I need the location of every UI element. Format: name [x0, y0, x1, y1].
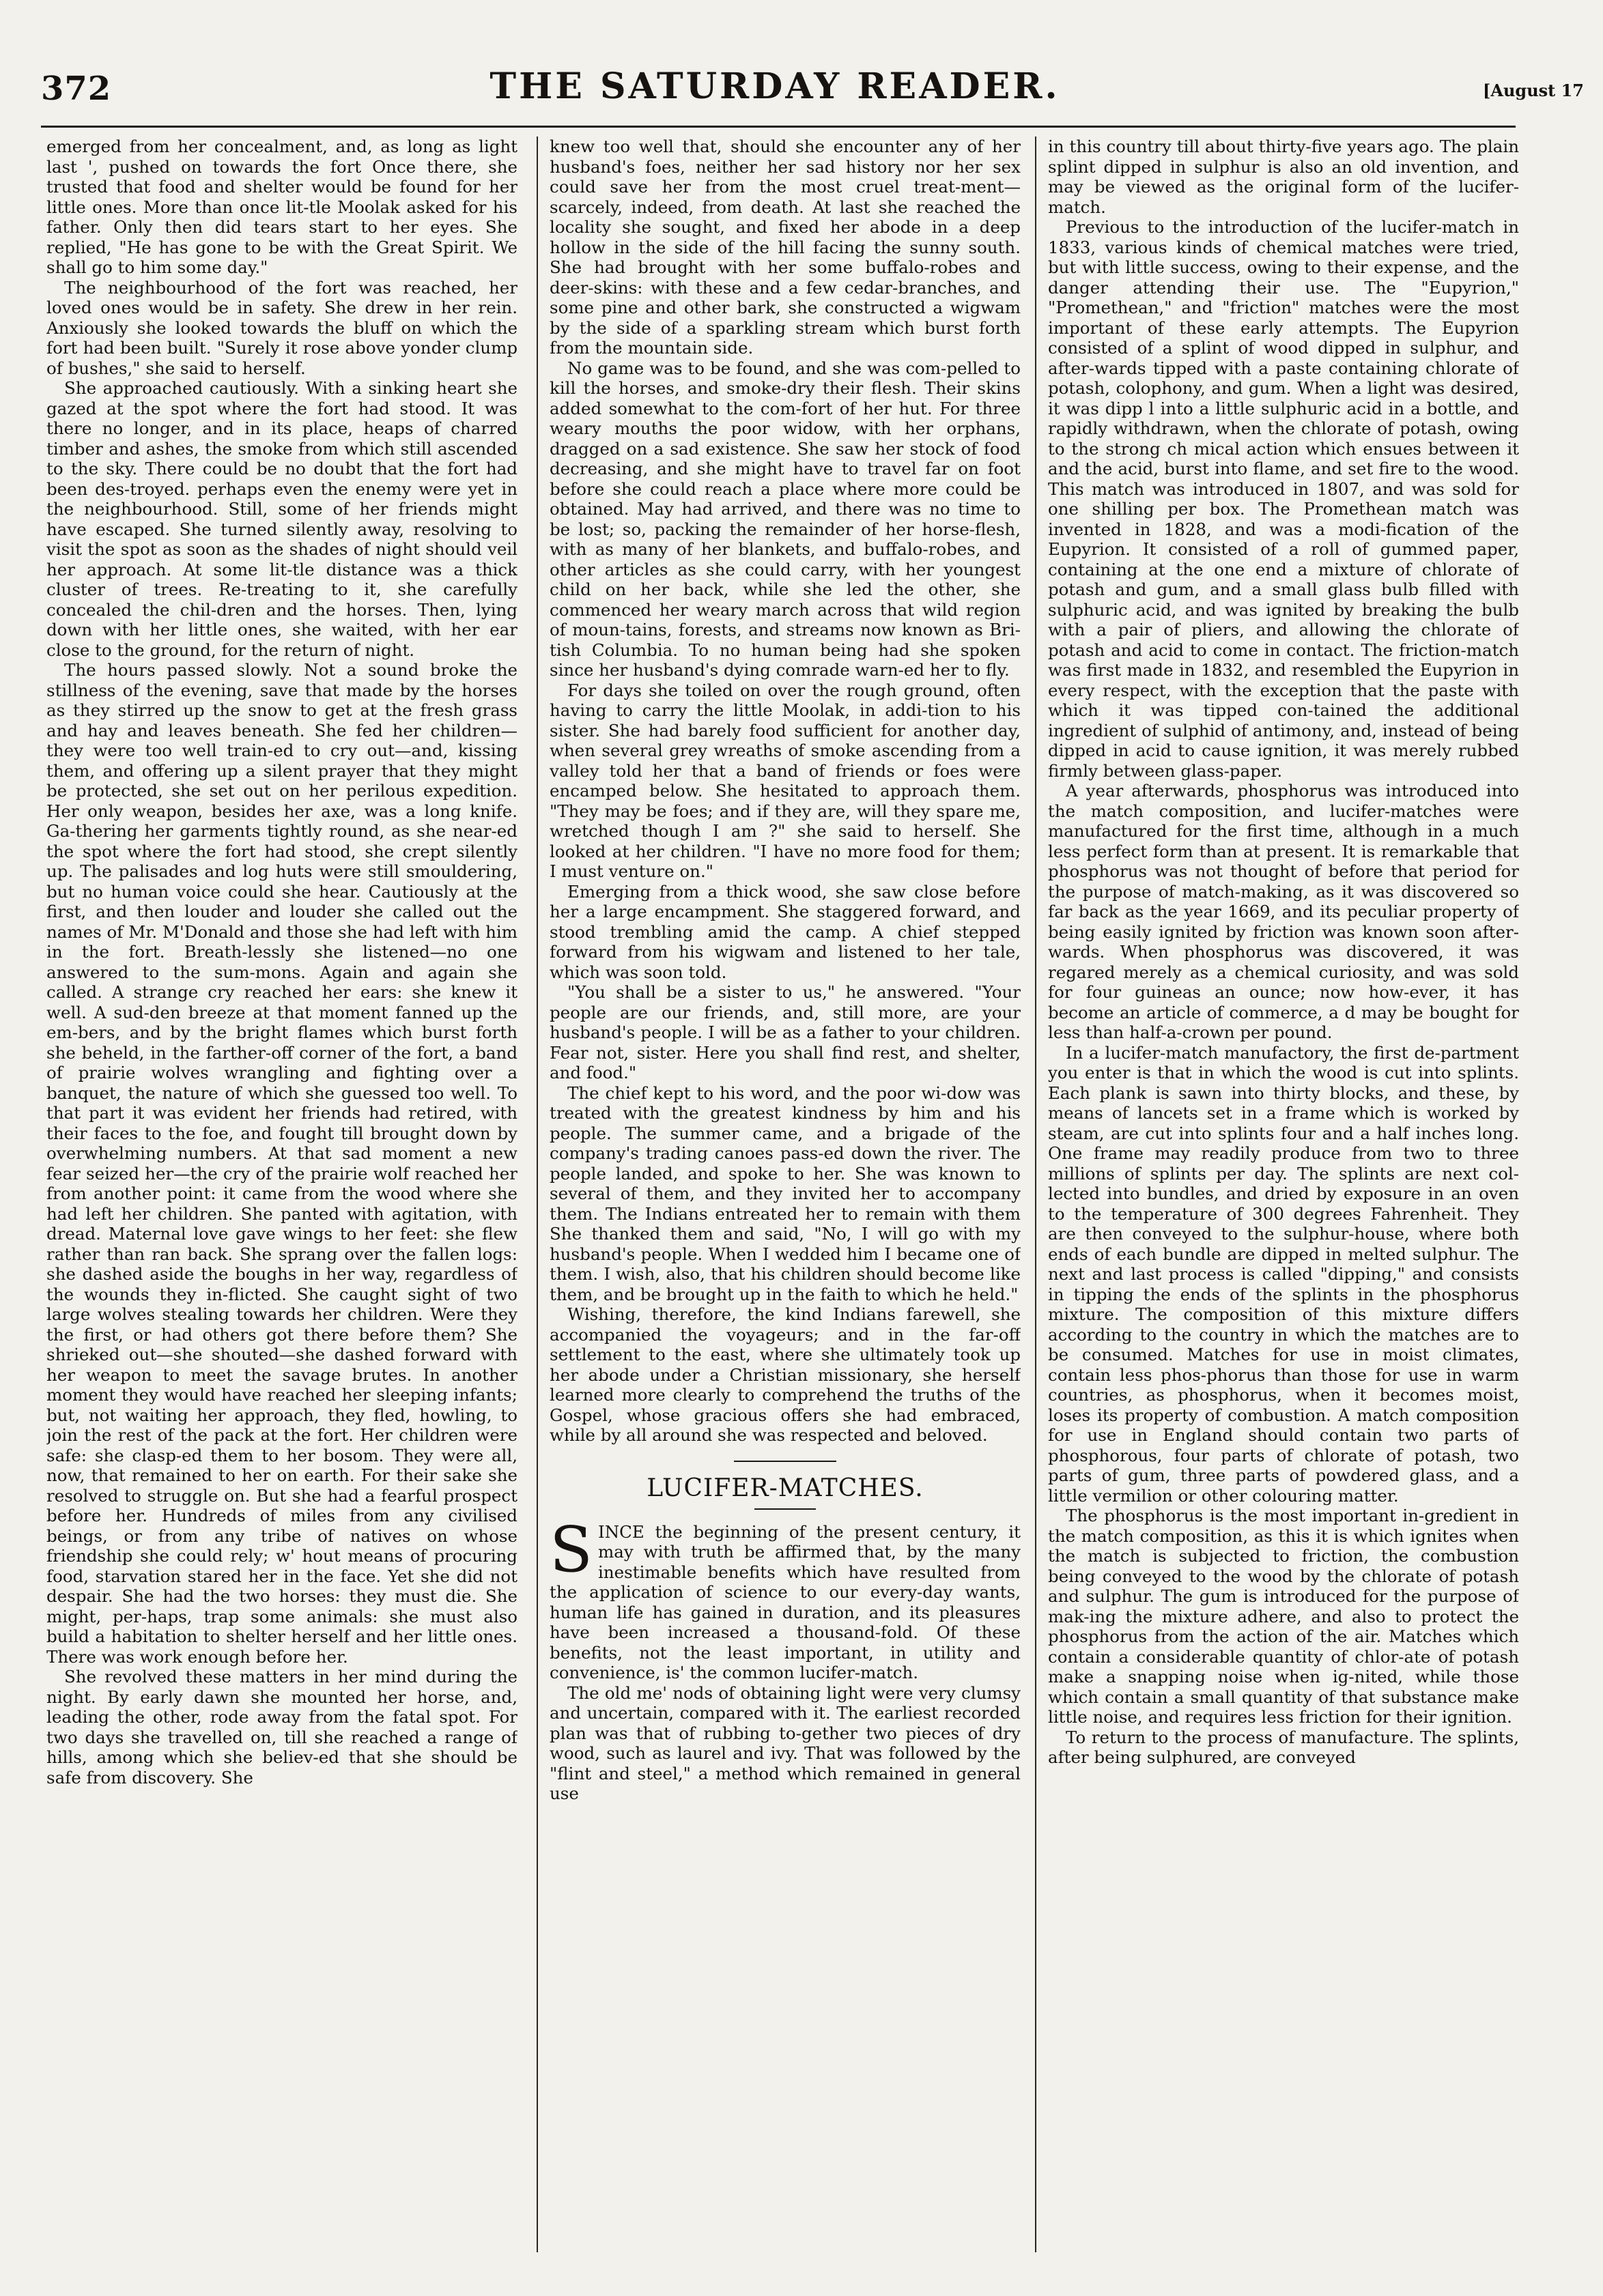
lead-paragraph — [550, 1512, 1021, 1683]
column-divider — [537, 137, 538, 2252]
lead-paragraph-text: INCE the beginning of the present century, it may with truth be affirmed that, by the many inestimable benefits which have resulted from the application of science to our every-day wants, human life has gained in duration, and its pleasures have been increased a thousand-fold. Of these benefits, not the least important, in utility and convenience, is' the common lucifer-match. — [550, 1521, 1021, 1682]
paragraph: For days she toiled on over the rough ground, often having to carry the little Moolak, in addi-tion to his sister. She had barely food sufficient for another day, when several grey wreaths of smoke ascending from a valley told her that a band of friends or foes were encamped below. She hesitated to approach them. "They may be foes; and if they are, will they spare me, wretched though I am ?" she said to herself. She looked at her children. "I have no more food for them; I must venture on." — [550, 680, 1021, 881]
column-divider — [1035, 137, 1036, 2252]
paragraph: Previous to the introduction of the lucifer-match in 1833, various kinds of chemical matches were tried, but with little success, owing to their expense, and the danger attending their use. The "Eupyrion," "Promethean," and "friction" matches were the most important of these early attempts. The Eupyrion consisted of a splint of wood dipped in sulphur, and after-wards tipped with a paste containing chlorate of potash, colophony, and gum. When a light was desired, it was dipp l into a little sulphuric acid in a bottle, and rapidly withdrawn, when the chlorate of potash, owing to the strong ch mical action which ensues between it and the acid, burst into flame, and set fire to the wood. This match was introduced in 1807, and was sold for one shilling per box. The Promethean match was invented in 1828, and was a modi-fication of the Eupyrion. It consisted of a roll of gummed paper, containing at the one end a mixture of chlorate of potash and gum, and a small glass bulb filled with sulphuric acid, and was ignited by breaking the bulb with a pair of pliers, and allowing the chlorate of potash and acid to come in contact. The friction-match was first made in 1832, and resembled the Eupyrion in every respect, with the exception that the paste with which it was tipped con-tained the additional ingredient of sulphid of antimony, and, instead of being dipped in acid to cause ignition, it was merely rubbed firmly between glass-paper. — [1048, 217, 1519, 781]
paragraph: The neighbourhood of the fort was reached, her loved ones would be in safety. She drew in her rein. Anxiously she looked towards the bluff on which the fort had been built. "Surely it rose above yonder clump of bushes," she said to herself. — [46, 277, 517, 378]
paragraph: She approached cautiously. With a sinking heart she gazed at the spot where the fort had stood. It was there no longer, and in its place, heaps of charred timber and ashes, the smoke from which still ascended to the sky. There could be no doubt that the fort had been des-troyed. perhaps even the enemy were yet in the neighbourhood. Still, some of her friends might have escaped. She turned silently away, resolving to visit the spot as soon as the shades of night should veil her approach. At some lit-tle distance was a thick cluster of trees. Re-treating to it, she carefully concealed the chil-dren and the horses. Then, lying down with her little ones, she waited, with her ear close to the ground, for the return of night. — [46, 378, 517, 660]
paragraph: knew too well that, should she encounter any of her husband's foes, neither her sad history nor her sex could save her from the most cruel treat-ment—scarcely, indeed, from death. At last she reached the locality she sought, and fixed her abode in a deep hollow in the side of the hill facing the sunny south. She had brought with her some buffalo-robes and deer-skins: with these and a few cedar-branches, and some pine and other bark, she constructed a wigwam by the side of a sparkling stream which burst forth from the mountain side. — [550, 137, 1021, 358]
drop-cap: S — [550, 1512, 593, 1586]
header-rule — [41, 126, 1516, 128]
paragraph: Wishing, therefore, the kind Indians farewell, she accompanied the voyageurs; and in the far-off settlement to the east, where she ultimately took up her abode under a Christian missionary, she herself learned more clearly to comprehend the truths of the Gospel, whose gracious offers she had embraced, while by all around she was respected and beloved. — [550, 1304, 1021, 1445]
paragraph: No game was to be found, and she was com-pelled to kill the horses, and smoke-dry their flesh. Their skins added somewhat to the com-fort of her hut. For three weary mouths the poor widow, with her orphans, dragged on a sad existence. She saw her stock of food decreasing, and she might have to travel far on foot before she could reach a place where more could be obtained. May had arrived, and there was no time to be lost; so, packing the remainder of her horse-flesh, with as many of her blankets, and buffalo-robes, and other articles as she could carry, with her youngest child on her back, while she led the other, she commenced her weary march across that wild region of moun-tains, forests, and streams now known as Bri-tish Columbia. To no human being had she spoken since her husband's dying comrade warn-ed her to fly. — [550, 358, 1021, 680]
page-number: 372 — [41, 70, 112, 108]
paragraph: The chief kept to his word, and the poor wi-dow was treated with the greatest kindness by him and his people. The summer came, and a brigade of the company's trading canoes pass-ed down the river. The people landed, and spoke to her. She was known to several of them, and they invited her to accompany them. The Indians entreated her to remain with them She thanked them and said, "No, I will go with my husband's people. When I wedded him I became one of them. I wish, also, that his children should become like them, and be brought up in the faith to which he held." — [550, 1082, 1021, 1304]
journal-title: THE SATURDAY READER. — [490, 66, 1060, 107]
title-underline — [754, 1508, 816, 1510]
paragraph: In a lucifer-match manufactory, the first de-partment you enter is that in which the wood is cut into splints. Each plank is sawn into thirty blocks, and these, by means of lancets set in a frame which is worked by steam, are cut into splints four and a half inches long. One frame may readily produce from two to three millions of splints per day. The splints are next col-lected into bundles, and dried by exposure in an oven to the temperature of 300 degrees Fahrenheit. They are then conveyed to the sulphur-house, where both ends of each bundle are dipped in melted sulphur. The next and last process is called "dipping," and consists in tipping the ends of the splints in the phosphorus mixture. The composition of this mixture differs according to the country in which the matches are to be consumed. Matches for use in moist climates, contain less phos-phorus than those for use in warm countries, as phosphorus, when it becomes moist, loses its property of combustion. A match composition for use in England should contain two parts of phosphorous, four parts of chlorate of potash, two parts of gum, three parts of powdered glass, and a little vermilion or other colouring matter. — [1048, 1042, 1519, 1506]
issue-date: [August 17 — [1482, 81, 1584, 100]
paragraph: She revolved these matters in her mind during the night. By early dawn she mounted her horse, and, leading the other, rode away from the fatal spot. For two days she travelled on, till she reached a range of hills, among which she believ-ed that she should be safe from discovery. She — [46, 1667, 517, 1788]
column-1 — [46, 137, 517, 2252]
page-header — [41, 66, 1584, 113]
paragraph: The hours passed slowly. Not a sound broke the stillness of the evening, save that made by the horses as they stirred up the snow to get at the fresh grass and hay and leaves beneath. She fed her children—they were too well train-ed to cry out—and, kissing them, and offering up a silent prayer that they might be protected, she set out on her perilous expedition. Her only weapon, besides her axe, was a long knife. Ga-thering her garments tightly round, as she near-ed the spot where the fort had stood, she crept silently up. The palisades and log huts were still smouldering, but no human voice could she hear. Cautiously at the first, and then louder and louder she called out the names of Mr. M'Donald and those she had left with him in the fort. Breath-lessly she listened—no one answered to the sum-mons. Again and again she called. A strange cry reached her ears: she knew it well. A sud-den breeze at that moment fanned up the em-bers, and by the bright flames which burst forth she beheld, in the farther-off corner of the fort, a band of prairie wolves wrangling and fighting over a banquet, the nature of which she guessed too well. To that part it was evident her friends had retired, with their faces to the foe, and fought till brought down by overwhelming numbers. At that sad moment a new fear seized her—the cry of the prairie wolf reached her from another point: it came from the wood where she had left her children. She panted with agitation, with dread. Maternal love gave wings to her feet: she flew rather than ran back. She sprang over the fallen logs: she dashed aside the boughs in her way, regardless of the wounds they in-flicted. She caught sight of two large wolves stealing towards her children. Were they the first, or had others got there before them? She shrieked out—she shouted—she dashed forward with her weapon to meet the savage brutes. In another moment they would have reached her sleeping infants; but, not waiting her approach, they fled, howling, to join the rest of the pack at the fort. Her children were safe: she clasp-ed them to her bosom. They were all, now, that remained to her on earth. For their sake she resolved to struggle on. But she had a fearful prospect before her. Hundreds of miles from any civilised beings, or from any tribe of natives on whose friendship she could rely; w' hout means of procuring food, starvation stared her in the face. Yet she did not despair. She had the two horses: they must die. She might, per-haps, trap some animals: she must also build a habitation to shelter herself and her little ones. There was work enough before her. — [46, 660, 517, 1667]
section-divider — [734, 1461, 836, 1462]
column-3 — [1048, 137, 1519, 2252]
paragraph: emerged from her concealment, and, as long as light last ', pushed on towards the fort Once there, she trusted that food and shelter would be found for her little ones. More than once lit-tle Moolak asked for his father. Only then did tears start to her eyes. She replied, "He has gone to be with the Great Spirit. We shall go to him some day." — [46, 137, 517, 277]
column-2 — [550, 137, 1021, 2252]
paragraph: "You shall be a sister to us," he answered. "Your people are our friends, and, still more, are your husband's people. I will be as a father to your children. Fear not, sister. Here you shall find rest, and shelter, and food." — [550, 982, 1021, 1082]
article-title: LUCIFER-MATCHES. — [647, 1474, 924, 1502]
paragraph: A year afterwards, phosphorus was introduced into the match composition, and lucifer-matches were manufactured for the first time, although in a much less perfect form than at present. It is remarkable that phosphorus was not thought of before that period for the purpose of match-making, as it was discovered so far back as the year 1669, and its peculiar property of being easily ignited by friction was known soon after-wards. When phosphorus was discovered, it was regared merely as a chemical curiosity, and was sold for four guineas an ounce; now how-ever, it has become an article of commerce, a d may be bought for less than half-a-crown per pound. — [1048, 781, 1519, 1042]
paragraph: To return to the process of manufacture. The splints, after being sulphured, are conveyed — [1048, 1727, 1519, 1767]
paragraph: The phosphorus is the most important in-gredient in the match composition, as this it is which ignites when the match is subjected to friction, the combustion being conveyed to the wood by the chlorate of potash and sulphur. The gum is introduced for the purpose of mak-ing the mixture adhere, and also to protect the phosphorus from the action of the air. Matches which contain a considerable quantity of chlor-ate of potash make a snapping noise when ig-nited, while those which contain a small quantity of that substance make little noise, and requires less friction for their ignition. — [1048, 1506, 1519, 1727]
paragraph: in this country till about thirty-five years ago. The plain splint dipped in sulphur is also an old invention, and may be viewed as the original form of the lucifer-match. — [1048, 137, 1519, 217]
paragraph: Emerging from a thick wood, she saw close before her a large encampment. She staggered forward, and stood trembling amid the camp. A chief stepped forward from his wigwam and listened to her tale, which was soon told. — [550, 881, 1021, 982]
paragraph: The old me' nods of obtaining light were very clumsy and uncertain, compared with it. The earliest recorded plan was that of rubbing to-gether two pieces of dry wood, such as laurel and ivy. That was followed by the "flint and steel," a method which remained in general use — [550, 1682, 1021, 1803]
